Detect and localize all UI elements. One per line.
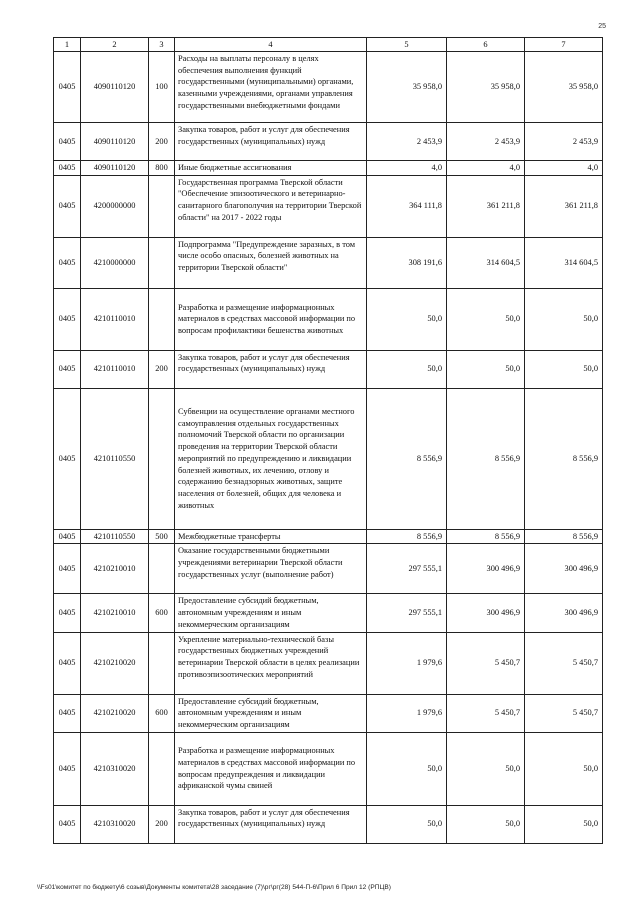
file-path-footer: \\Fs01\комитет по бюджету\6 созыв\Документы комитета\28 заседание (7)\рг\рг(28) 544-П-6\Прил 6 Прил 12 (РПЦВ) [37,884,391,891]
section-cell: 0405 [54,237,81,288]
expense-type-cell [149,544,175,594]
expense-type-cell: 200 [149,123,175,161]
amount-cell: 50,0 [367,805,447,843]
amount-cell: 361 211,8 [447,175,525,237]
expense-type-cell: 600 [149,694,175,732]
amount-cell: 50,0 [367,732,447,805]
expense-type-cell [149,732,175,805]
name-cell: Расходы на выплаты персоналу в целях обеспечения выполнения функций государственными (муниципальными) органами, казенными учреждениями, органами управления государственными внебюджетными фондами [175,52,367,123]
section-cell: 0405 [54,123,81,161]
amount-cell: 8 556,9 [367,388,447,529]
name-cell: Оказание государственными бюджетными учреждениями ветеринарии Тверской области государственных услуг (выполнение работ) [175,544,367,594]
name-cell: Закупка товаров, работ и услуг для обеспечения государственных (муниципальных) нужд [175,805,367,843]
name-cell: Предоставление субсидий бюджетным, автономным учреждениям и иным некоммерческим организациям [175,594,367,632]
section-cell: 0405 [54,161,81,176]
expense-type-cell [149,388,175,529]
table-row [54,161,603,176]
section-cell: 0405 [54,632,81,694]
expense-type-cell [149,237,175,288]
header-cell: 2 [81,38,149,52]
page-number: 25 [598,23,606,30]
amount-cell: 364 111,8 [367,175,447,237]
target-code-cell: 4090110120 [81,52,149,123]
table-row [54,632,603,694]
header-cell: 6 [447,38,525,52]
target-code-cell: 4210210020 [81,694,149,732]
amount-cell: 2 453,9 [525,123,603,161]
table-row [54,388,603,529]
section-cell: 0405 [54,52,81,123]
section-cell: 0405 [54,288,81,350]
target-code-cell: 4210310020 [81,732,149,805]
target-code-cell: 4210210020 [81,632,149,694]
expense-type-cell: 100 [149,52,175,123]
table-row [54,594,603,632]
table-row [54,544,603,594]
amount-cell: 50,0 [525,288,603,350]
amount-cell: 4,0 [367,161,447,176]
table-row [54,123,603,161]
amount-cell: 361 211,8 [525,175,603,237]
amount-cell: 50,0 [447,732,525,805]
target-code-cell: 4210110010 [81,288,149,350]
amount-cell: 8 556,9 [367,529,447,544]
amount-cell: 4,0 [447,161,525,176]
amount-cell: 50,0 [447,350,525,388]
budget-table [53,37,603,844]
amount-cell: 4,0 [525,161,603,176]
section-cell: 0405 [54,175,81,237]
target-code-cell: 4210110550 [81,529,149,544]
section-cell: 0405 [54,544,81,594]
amount-cell: 50,0 [447,805,525,843]
name-cell: Предоставление субсидий бюджетным, автономным учреждениям и иным некоммерческим организациям [175,694,367,732]
amount-cell: 35 958,0 [525,52,603,123]
table-row [54,350,603,388]
amount-cell: 297 555,1 [367,544,447,594]
table-row [54,237,603,288]
amount-cell: 35 958,0 [447,52,525,123]
target-code-cell: 4090110120 [81,161,149,176]
expense-type-cell: 600 [149,594,175,632]
target-code-cell: 4210310020 [81,805,149,843]
name-cell: Субвенции на осуществление органами местного самоуправления отдельных государственных полномочий Тверской области по организации проведения на территории Тверской области мероприятий по предупреждению и ликвидации болезней животных, их лечению, отлову и содержанию безнадзорных животных, защите населения от болезней, общих для человека и животных [175,388,367,529]
target-code-cell: 4210210010 [81,594,149,632]
name-cell: Государственная программа Тверской области "Обеспечение эпизоотического и ветеринарно-санитарного благополучия на территории Тверской области" на 2017 - 2022 годы [175,175,367,237]
amount-cell: 300 496,9 [447,544,525,594]
amount-cell: 1 979,6 [367,632,447,694]
name-cell: Закупка товаров, работ и услуг для обеспечения государственных (муниципальных) нужд [175,123,367,161]
target-code-cell: 4210210010 [81,544,149,594]
table-row [54,694,603,732]
expense-type-cell: 800 [149,161,175,176]
section-cell: 0405 [54,805,81,843]
expense-type-cell [149,632,175,694]
amount-cell: 35 958,0 [367,52,447,123]
table-row [54,175,603,237]
amount-cell: 300 496,9 [525,594,603,632]
expense-type-cell: 200 [149,805,175,843]
amount-cell: 50,0 [447,288,525,350]
section-cell: 0405 [54,694,81,732]
section-cell: 0405 [54,529,81,544]
amount-cell: 314 604,5 [525,237,603,288]
amount-cell: 300 496,9 [447,594,525,632]
name-cell: Иные бюджетные ассигнования [175,161,367,176]
name-cell: Межбюджетные трансферты [175,529,367,544]
table-row [54,805,603,843]
header-cell: 7 [525,38,603,52]
table-row [54,732,603,805]
table-row [54,529,603,544]
expense-type-cell: 200 [149,350,175,388]
target-code-cell: 4200000000 [81,175,149,237]
amount-cell: 8 556,9 [525,388,603,529]
amount-cell: 5 450,7 [525,694,603,732]
amount-cell: 50,0 [367,350,447,388]
amount-cell: 8 556,9 [447,529,525,544]
section-cell: 0405 [54,388,81,529]
section-cell: 0405 [54,594,81,632]
amount-cell: 297 555,1 [367,594,447,632]
amount-cell: 50,0 [367,288,447,350]
amount-cell: 5 450,7 [525,632,603,694]
target-code-cell: 4210000000 [81,237,149,288]
amount-cell: 50,0 [525,732,603,805]
amount-cell: 314 604,5 [447,237,525,288]
header-cell: 3 [149,38,175,52]
amount-cell: 5 450,7 [447,694,525,732]
expense-type-cell: 500 [149,529,175,544]
name-cell: Разработка и размещение информационных материалов в средствах массовой информации по вопросам профилактики бешенства животных [175,288,367,350]
header-cell: 5 [367,38,447,52]
header-cell: 4 [175,38,367,52]
name-cell: Укрепление материально-технической базы государственных бюджетных учреждений ветеринарии Тверской области в целях реализации противоэпизоотических мероприятий [175,632,367,694]
section-cell: 0405 [54,350,81,388]
table-row [54,52,603,123]
name-cell: Закупка товаров, работ и услуг для обеспечения государственных (муниципальных) нужд [175,350,367,388]
header-cell: 1 [54,38,81,52]
amount-cell: 8 556,9 [447,388,525,529]
name-cell: Подпрограмма "Предупреждение заразных, в том числе особо опасных, болезней животных на территории Тверской области" [175,237,367,288]
name-cell: Разработка и размещение информационных материалов в средствах массовой информации по вопросам предупреждения и ликвидации африканской чумы свиней [175,732,367,805]
table-header-row [54,38,603,52]
amount-cell: 2 453,9 [367,123,447,161]
amount-cell: 300 496,9 [525,544,603,594]
amount-cell: 50,0 [525,350,603,388]
amount-cell: 2 453,9 [447,123,525,161]
section-cell: 0405 [54,732,81,805]
target-code-cell: 4210110550 [81,388,149,529]
target-code-cell: 4090110120 [81,123,149,161]
target-code-cell: 4210110010 [81,350,149,388]
amount-cell: 308 191,6 [367,237,447,288]
table-row [54,288,603,350]
amount-cell: 8 556,9 [525,529,603,544]
expense-type-cell [149,175,175,237]
amount-cell: 5 450,7 [447,632,525,694]
amount-cell: 50,0 [525,805,603,843]
expense-type-cell [149,288,175,350]
amount-cell: 1 979,6 [367,694,447,732]
